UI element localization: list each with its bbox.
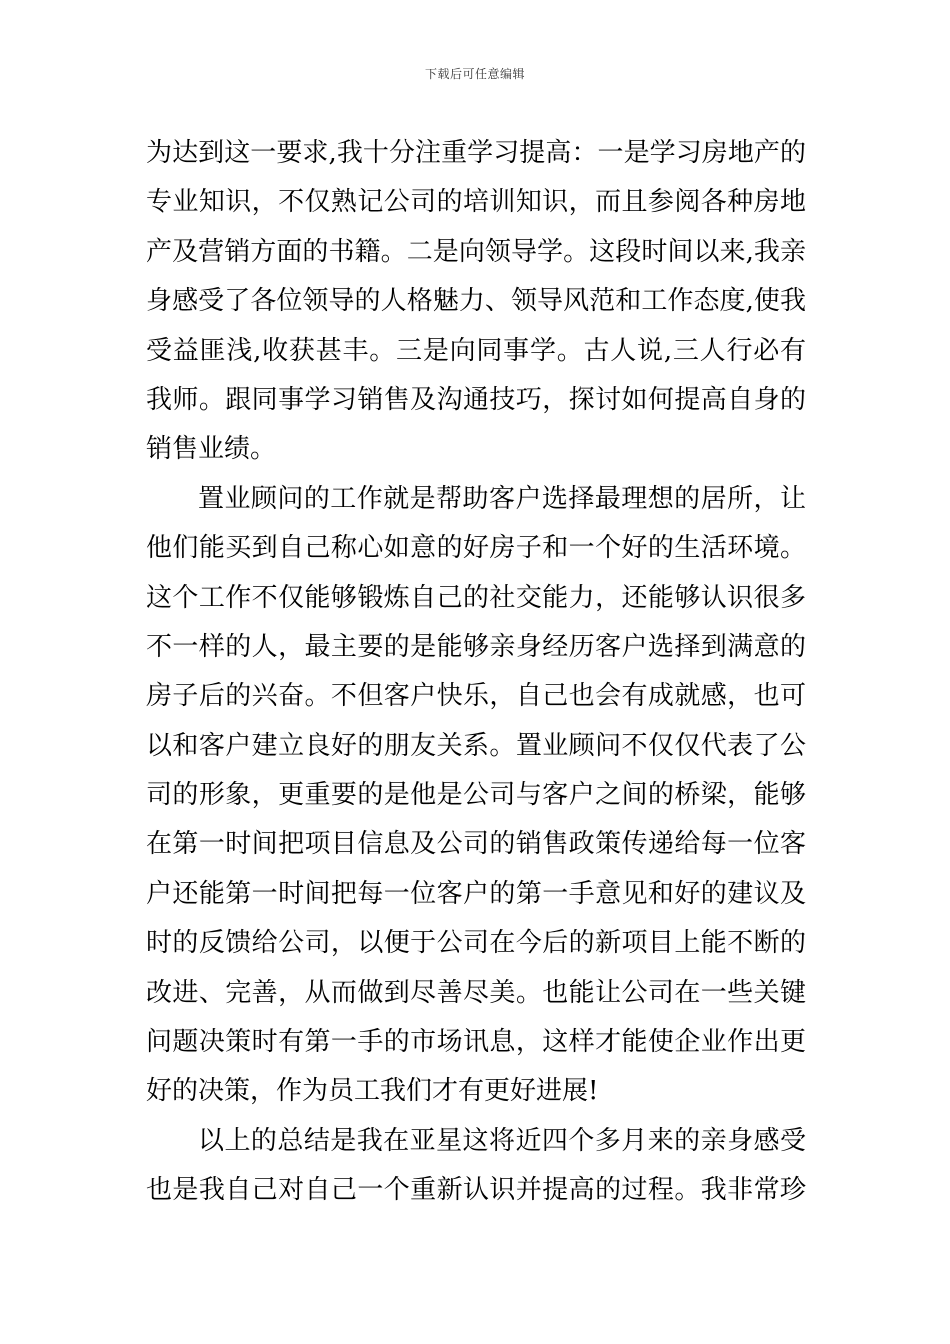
text-line: 身感受了各位领导的人格魅力、领导风范和工作态度,使我 [146,286,806,317]
text-line: 问题决策时有第一手的市场讯息，这样才能使企业作出更 [146,1027,806,1058]
paragraph-2 [146,475,806,1117]
text-line: 销售业绩。 [146,434,277,465]
text-line: 时的反馈给公司，以便于公司在今后的新项目上能不断的 [146,928,806,959]
text-line: 房子后的兴奋。不但客户快乐，自己也会有成就感，也可 [146,681,806,712]
paragraph-3 [146,1117,806,1216]
text-line: 也是我自己对自己一个重新认识并提高的过程。我非常珍 [146,1175,806,1206]
paragraph-1 [146,129,806,475]
text-line: 以和客户建立良好的朋友关系。置业顾问不仅仅代表了公 [146,730,806,761]
text-line: 在第一时间把项目信息及公司的销售政策传递给每一位客 [146,829,806,860]
text-line: 户还能第一时间把每一位客户的第一手意见和好的建议及 [146,878,806,909]
text-line: 受益匪浅,收获甚丰。三是向同事学。古人说,三人行必有 [146,335,806,366]
document-body [146,129,806,1216]
text-line: 置业顾问的工作就是帮助客户选择最理想的居所，让 [198,483,806,514]
text-line: 产及营销方面的书籍。二是向领导学。这段时间以来,我亲 [146,236,806,267]
text-line: 好的决策，作为员工我们才有更好进展! [146,1076,599,1107]
text-line: 我师。跟同事学习销售及沟通技巧，探讨如何提高自身的 [146,384,806,415]
text-line: 改进、完善，从而做到尽善尽美。也能让公司在一些关键 [146,977,806,1008]
text-line: 不一样的人，最主要的是能够亲身经历客户选择到满意的 [146,631,806,662]
text-line: 他们能买到自己称心如意的好房子和一个好的生活环境。 [146,533,806,564]
page-header: 下载后可任意编辑 [424,67,525,81]
text-line: 司的形象，更重要的是他是公司与客户之间的桥梁，能够 [146,780,806,811]
text-line: 以上的总结是我在亚星这将近四个多月来的亲身感受 [198,1125,806,1156]
text-line: 这个工作不仅能够锻炼自己的社交能力，还能够认识很多 [146,582,806,613]
text-line: 为达到这一要求,我十分注重学习提高：一是学习房地产的 [146,138,806,168]
text-line: 专业知识，不仅熟记公司的培训知识，而且参阅各种房地 [146,187,806,218]
